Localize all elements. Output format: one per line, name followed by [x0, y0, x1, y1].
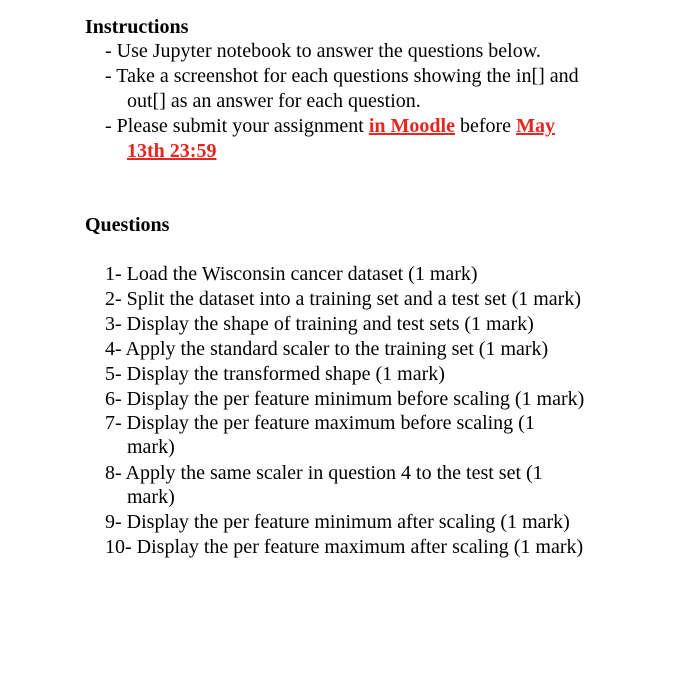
instruction-item-continuation: out[] as an answer for each question.	[127, 90, 421, 112]
question-item: 10- Display the per feature maximum after scaling (1 mark)	[105, 536, 584, 558]
instructions-heading: Instructions	[85, 16, 189, 38]
question-item: 3- Display the shape of training and test sets (1 mark)	[105, 313, 534, 335]
question-item-continuation: mark)	[127, 486, 175, 508]
submit-text-mid: before	[454, 115, 517, 137]
instruction-item-continuation	[127, 139, 216, 164]
question-item: 6- Display the per feature minimum before scaling (1 mark)	[105, 388, 585, 410]
questions-heading: Questions	[85, 214, 170, 236]
question-item: 7- Display the per feature maximum before scaling (1	[105, 412, 535, 434]
submit-text: - Please submit your assignment	[105, 115, 369, 137]
deadline-text: May	[516, 115, 555, 137]
question-item: 4- Apply the standard scaler to the training set (1 mark)	[105, 338, 549, 360]
instruction-item: - Use Jupyter notebook to answer the questions below.	[105, 40, 541, 62]
instruction-item-submit	[105, 114, 555, 139]
question-item: 5- Display the transformed shape (1 mark)	[105, 363, 445, 385]
question-item-continuation: mark)	[127, 436, 175, 458]
question-item: 8- Apply the same scaler in question 4 to the test set (1	[105, 462, 543, 484]
deadline-text: 13th 23:59	[127, 140, 217, 162]
moodle-link[interactable]: in Moodle	[368, 115, 455, 137]
instruction-item: - Take a screenshot for each questions showing the in[] and	[105, 65, 579, 87]
question-item: 1- Load the Wisconsin cancer dataset (1 mark)	[105, 263, 478, 285]
question-item: 9- Display the per feature minimum after scaling (1 mark)	[105, 511, 570, 533]
question-item: 2- Split the dataset into a training set and a test set (1 mark)	[105, 288, 581, 310]
